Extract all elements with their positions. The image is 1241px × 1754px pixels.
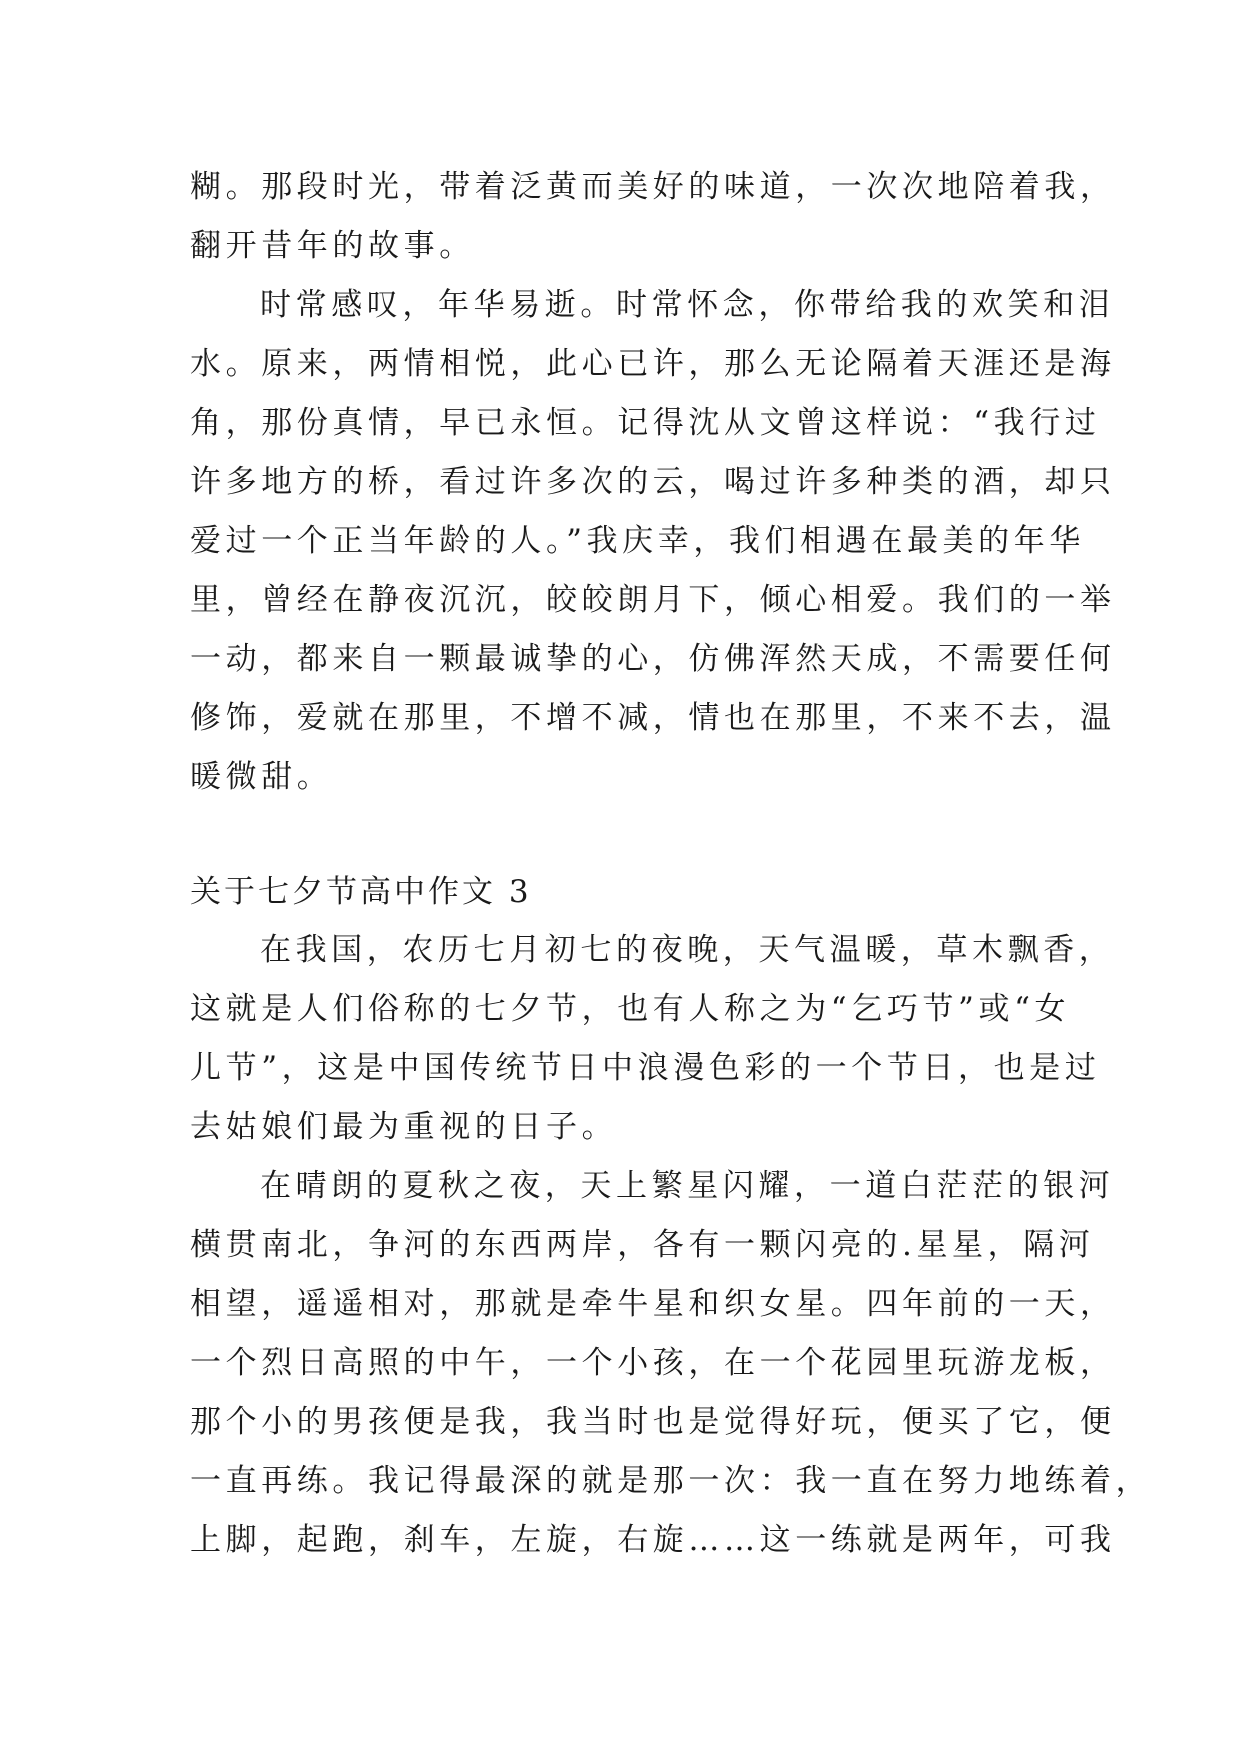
paragraph [190, 158, 1116, 276]
text-line: 修饰，爱就在那里，不增不减，情也在那里，不来不去，温 [190, 700, 1116, 736]
text-line: 一个烈日高照的中午，一个小孩，在一个花园里玩游龙板， [190, 1345, 1116, 1381]
text-line: 在晴朗的夏秋之夜，天上繁星闪耀，一道白茫茫的银河 [260, 1168, 1115, 1204]
text-line: 那个小的男孩便是我，我当时也是觉得好玩，便买了它，便 [190, 1404, 1116, 1440]
text-line: 这就是人们俗称的七夕节，也有人称之为“乞巧节”或“女 [190, 991, 1071, 1027]
text-line: 时常感叹，年华易逝。时常怀念，你带给我的欢笑和泪 [260, 287, 1115, 323]
text-line: 一直再练。我记得最深的就是那一次：我一直在努力地练着， [190, 1463, 1152, 1499]
text-line: 糊。那段时光，带着泛黄而美好的味道，一次次地陪着我， [190, 169, 1116, 205]
text-line: 暖微甜。 [190, 759, 333, 795]
document-body [190, 158, 1152, 1570]
text-line: 上脚，起跑，刹车，左旋，右旋……这一练就是两年，可我 [190, 1522, 1116, 1558]
text-line: 横贯南北，争河的东西两岸，各有一颗闪亮的.星星，隔河 [190, 1227, 1095, 1263]
text-line: 在我国，农历七月初七的夜晚，天气温暖，草木飘香， [260, 932, 1115, 968]
paragraph [190, 276, 1116, 807]
text-line: 去姑娘们最为重视的日子。 [190, 1109, 618, 1145]
text-line: 角，那份真情，早已永恒。记得沈从文曾这样说：“我行过 [190, 405, 1101, 441]
section-heading: 关于七夕节高中作文 3 [190, 874, 532, 910]
text-line: 相望，遥遥相对，那就是牵牛星和织女星。四年前的一天， [190, 1286, 1116, 1322]
text-line: 一动，都来自一颗最诚挚的心，仿佛浑然天成，不需要任何 [190, 641, 1116, 677]
text-line: 翻开昔年的故事。 [190, 228, 475, 264]
paragraph [190, 921, 1115, 1157]
section-spacer [190, 807, 1050, 863]
text-line: 许多地方的桥，看过许多次的云，喝过许多种类的酒，却只 [190, 464, 1116, 500]
paragraph [190, 1157, 1152, 1570]
text-line: 里，曾经在静夜沉沉，皎皎朗月下，倾心相爱。我们的一举 [190, 582, 1116, 618]
text-line: 儿节”，这是中国传统节日中浪漫色彩的一个节日，也是过 [190, 1050, 1101, 1086]
text-line: 水。原来，两情相悦，此心已许，那么无论隔着天涯还是海 [190, 346, 1116, 382]
text-line: 爱过一个正当年龄的人。”我庆幸，我们相遇在最美的年华 [190, 523, 1085, 559]
